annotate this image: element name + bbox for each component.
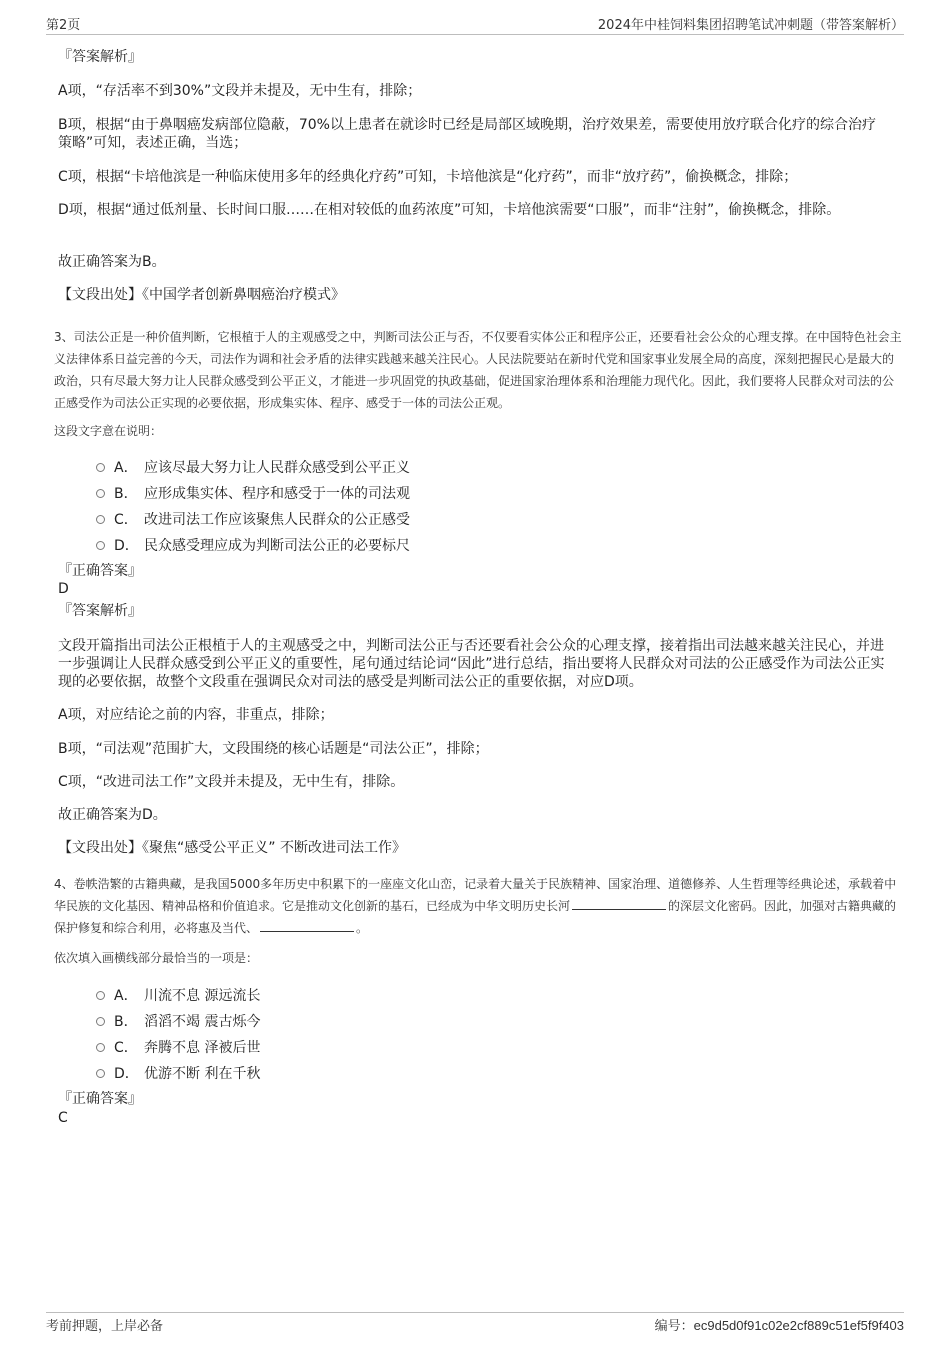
- q3-question: 这段文字意在说明：: [54, 424, 163, 438]
- q4-option-d[interactable]: [96, 1063, 260, 1083]
- q3-correct-label: 『正确答案』: [58, 563, 142, 579]
- radio-button[interactable]: [96, 1069, 105, 1078]
- option-letter: B．: [114, 1014, 138, 1030]
- option-letter: C．: [114, 512, 138, 528]
- option-text: 民众感受理应成为判断司法公正的必要标尺: [144, 538, 410, 554]
- document-code: [655, 1315, 904, 1334]
- q3-analysis-a: A项，对应结论之前的内容，非重点，排除；: [58, 707, 334, 723]
- option-letter: D．: [114, 1066, 139, 1082]
- q3-analysis-label: 『答案解析』: [58, 603, 142, 619]
- option-text: 优游不断 利在千秋: [144, 1066, 261, 1082]
- option-letter: D．: [114, 538, 139, 554]
- q3-option-d[interactable]: [96, 535, 410, 555]
- code-label: 编号：: [654, 1319, 694, 1334]
- q4-option-b[interactable]: [96, 1011, 260, 1031]
- option-letter: C．: [114, 1040, 138, 1056]
- q3-passage: 3、司法公正是一种价值判断，它根植于人的主观感受之中，判断司法公正与否，不仅要看实体公正和程序公正，还要看社会公众的心理支撑。在中国特色社会主义法律体系日益完善的今天，司法作为调和社会矛盾的法律实践越来越关注民心。人民法院要站在新时代党和国家事业发展全局的高度，深刻把握民心是最大的政治，只有尽最大努力让人民群众感受到公平正义，才能进一步巩固党的执政基础，促进国家治理体系和治理能力现代化。因此，我们要将人民群众对司法的公正感受作为司法公正实现的必要依据，形成集实体、程序、感受于一体的司法公正观。: [54, 330, 902, 410]
- radio-button[interactable]: [96, 541, 105, 550]
- option-text: 应该尽最大努力让人民群众感受到公平正义: [144, 460, 410, 476]
- q4-correct-label: 『正确答案』: [58, 1091, 142, 1107]
- page-footer: [46, 1312, 904, 1337]
- q2-analysis-b: B项，根据“由于鼻咽癌发病部位隐蔽，70%以上患者在就诊时已经是局部区域晚期，治疗效果差，需要使用放疗联合化疗的综合治疗策略”可知，表述正确，当选；: [58, 117, 876, 151]
- code-value: ec9d5d0f91c02e2cf889c51ef5f9f403: [693, 1318, 904, 1333]
- fill-blank-2: [260, 919, 354, 932]
- q4-passage-part1: 4、卷帙浩繁的古籍典藏，是我国5000多年历史中积累下的一座座文化山峦，记录着大量关于民族精神、国家治理、道德修养、人生哲理等经典论述，承载着中华民族的文化基因、精神品格和价值追求。它是推动文化创新的基石，已经成为中华文明历史长河: [54, 877, 897, 913]
- page-number: 第2页: [46, 18, 81, 33]
- q4-option-c[interactable]: [96, 1037, 260, 1057]
- option-text: 改进司法工作应该聚焦人民群众的公正感受: [144, 512, 410, 528]
- page-header: [46, 12, 904, 35]
- q2-analysis-a: A项，“存活率不到30%”文段并未提及，无中生有，排除；: [58, 83, 422, 99]
- footer-slogan: 考前押题，上岸必备: [46, 1319, 164, 1334]
- q3-analysis-text: 文段开篇指出司法公正根植于人的主观感受之中，判断司法公正与否还要看社会公众的心理支撑，接着指出司法越来越关注民心，并进一步强调让人民群众感受到公平正义的重要性，尾句通过结论词“因此”进行总结，指出要将人民群众对司法的公正感受作为司法公正实现的必要依据，故整个文段重在强调民众对司法的感受是判断司法公正的重要依据，对应D项。: [58, 638, 885, 690]
- q3-analysis-c: C项，“改进司法工作”文段并未提及，无中生有，排除。: [58, 774, 405, 790]
- option-text: 应形成集实体、程序和感受于一体的司法观: [144, 486, 410, 502]
- q3-conclusion: 故正确答案为D。: [58, 807, 167, 823]
- q3-source: 【文段出处】《聚焦“感受公平正义” 不断改进司法工作》: [58, 840, 406, 856]
- q3-analysis-b: B项，“司法观”范围扩大，文段围绕的核心话题是“司法公正”，排除；: [58, 741, 489, 757]
- radio-button[interactable]: [96, 991, 105, 1000]
- option-letter: B．: [114, 486, 138, 502]
- radio-button[interactable]: [96, 515, 105, 524]
- q2-analysis-c: C项，根据“卡培他滨是一种临床使用多年的经典化疗药”可知，卡培他滨是“化疗药”，而非“放疗药”，偷换概念，排除；: [58, 169, 798, 185]
- q4-question: 依次填入画横线部分最恰当的一项是：: [54, 951, 259, 965]
- option-text: 川流不息 源远流长: [144, 988, 261, 1004]
- radio-button[interactable]: [96, 463, 105, 472]
- option-letter: A．: [114, 460, 138, 476]
- option-text: 滔滔不竭 震古烁今: [144, 1014, 261, 1030]
- option-text: 奔腾不息 泽被后世: [144, 1040, 261, 1056]
- q4-correct-answer: C: [58, 1110, 68, 1126]
- q4-passage-part2: 的深层文化密码。因此，加强对古籍典藏的保护修复和综合利用，必将惠及当代、: [54, 899, 897, 935]
- radio-button[interactable]: [96, 1017, 105, 1026]
- q4-passage-part3: 。: [356, 921, 369, 935]
- q4-option-a[interactable]: [96, 985, 260, 1005]
- fill-blank-1: [572, 897, 666, 910]
- q2-conclusion: 故正确答案为B。: [58, 254, 166, 270]
- q4-passage: [54, 873, 904, 939]
- q2-analysis-d: D项，根据“通过低剂量、长时间口服……在相对较低的血药浓度”可知，卡培他滨需要“口服”，而非“注射”，偷换概念，排除。: [58, 202, 841, 218]
- document-title: 2024年中桂饲料集团招聘笔试冲刺题（带答案解析）: [597, 18, 904, 33]
- q3-option-c[interactable]: [96, 509, 410, 529]
- q3-correct-answer: D: [58, 581, 69, 597]
- radio-button[interactable]: [96, 489, 105, 498]
- radio-button[interactable]: [96, 1043, 105, 1052]
- q3-option-a[interactable]: [96, 457, 410, 477]
- q2-analysis-label: 『答案解析』: [58, 49, 142, 65]
- q2-source: 【文段出处】《中国学者创新鼻咽癌治疗模式》: [58, 287, 345, 303]
- q3-option-b[interactable]: [96, 483, 410, 503]
- option-letter: A．: [114, 988, 138, 1004]
